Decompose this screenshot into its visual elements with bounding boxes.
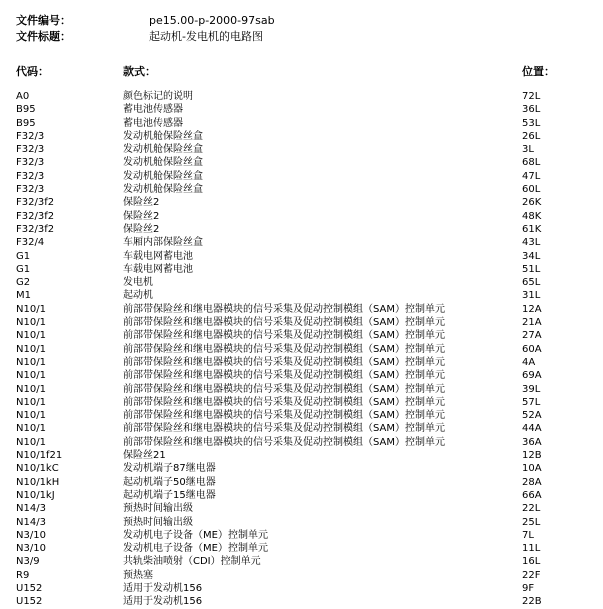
row-text: 颜色标记的说明 [123, 91, 193, 102]
table-row [0, 396, 603, 409]
row-code: B95 [16, 104, 36, 116]
table-row [0, 276, 603, 289]
row-position: 9F [522, 582, 535, 594]
row-code: N10/1 [16, 423, 46, 435]
table-row [0, 595, 603, 608]
row-text: 发动机舱保险丝盒 [123, 184, 203, 196]
row-code: N10/1 [16, 356, 46, 368]
table-row [0, 422, 603, 435]
row-position: 26K [522, 197, 542, 209]
row-code: N10/1f21 [16, 450, 63, 462]
row-position: 34L [522, 250, 541, 262]
table-row [0, 409, 603, 422]
table-row [0, 170, 603, 183]
row-position: 48K [522, 210, 542, 222]
row-code: N14/3 [16, 503, 46, 515]
row-text: 保险丝2 [123, 197, 160, 209]
row-position: 39L [522, 383, 541, 395]
row-text: 蓄电池传感器 [123, 117, 183, 129]
table-row [0, 343, 603, 356]
row-text: 保险丝2 [123, 210, 160, 222]
row-text: 前部带保险丝和继电器模块的信号采集及促动控制模组（SAM）控制单元 [123, 370, 446, 382]
row-code: F32/3 [16, 157, 45, 169]
table-row [0, 117, 603, 130]
row-position: 72L [522, 91, 541, 102]
row-code: R9 [16, 569, 30, 581]
row-text: 前部带保险丝和继电器模块的信号采集及促动控制模组（SAM）控制单元 [123, 303, 446, 315]
row-code: N10/1 [16, 343, 46, 355]
row-text: 蓄电池传感器 [123, 104, 183, 116]
table-row [0, 462, 603, 475]
row-code: N3/10 [16, 529, 46, 541]
row-position: 36L [522, 104, 541, 116]
table-row [0, 316, 603, 329]
table-row [0, 156, 603, 169]
row-position: 16L [522, 556, 541, 568]
row-text: 前部带保险丝和继电器模块的信号采集及促动控制模组（SAM）控制单元 [123, 356, 446, 368]
row-position: 26L [522, 130, 541, 142]
table-row [0, 516, 603, 529]
row-text: 发动机电子设备（ME）控制单元 [123, 543, 268, 555]
row-code: N10/1 [16, 370, 46, 382]
table-row [0, 103, 603, 116]
row-text: 前部带保险丝和继电器模块的信号采集及促动控制模组（SAM）控制单元 [123, 410, 446, 422]
row-text: 起动机端子15继电器 [123, 489, 216, 501]
table-row [0, 542, 603, 555]
table-row [0, 130, 603, 143]
row-code: G1 [16, 250, 31, 262]
row-code: U152 [16, 596, 43, 608]
document-title-value: 起动机-发电机的电路图 [149, 30, 263, 43]
row-text: 保险丝21 [123, 450, 166, 462]
row-position: 7L [522, 529, 534, 541]
row-position: 51L [522, 263, 541, 275]
row-position: 4A [522, 356, 536, 368]
row-position: 60A [522, 343, 542, 355]
row-code: U152 [16, 582, 43, 594]
row-position: 61K [522, 223, 542, 235]
row-code: N10/1 [16, 436, 46, 448]
row-text: 发动机舱保险丝盒 [123, 130, 203, 142]
row-code: N10/1kC [16, 463, 59, 475]
row-text: 发电机 [123, 277, 153, 289]
table-row [0, 555, 603, 568]
document-title-label: 文件标题： [16, 30, 71, 43]
row-code: F32/3 [16, 144, 45, 156]
row-text: 前部带保险丝和继电器模块的信号采集及促动控制模组（SAM）控制单元 [123, 423, 446, 435]
row-code: N10/1 [16, 303, 46, 315]
row-position: 69A [522, 370, 542, 382]
row-text: 前部带保险丝和继电器模块的信号采集及促动控制模组（SAM）控制单元 [123, 383, 446, 395]
table-row [0, 489, 603, 502]
row-code: N3/9 [16, 556, 40, 568]
table-row [0, 263, 603, 276]
row-position: 10A [522, 463, 542, 475]
header-position: 位置： [522, 65, 555, 78]
table-row [0, 569, 603, 582]
table-row [0, 183, 603, 196]
table-row [0, 476, 603, 489]
table-row [0, 449, 603, 462]
row-code: A0 [16, 91, 30, 102]
table-row [0, 436, 603, 449]
row-code: N10/1 [16, 383, 46, 395]
row-code: F32/3 [16, 130, 45, 142]
row-position: 22L [522, 503, 541, 515]
row-code: F32/3 [16, 184, 45, 196]
table-row [0, 329, 603, 342]
row-text: 车厢内部保险丝盒 [123, 237, 203, 249]
row-position: 43L [522, 237, 541, 249]
row-text: 适用于发动机156 [123, 582, 203, 594]
header-code: 代码： [16, 65, 49, 78]
row-text: 预热塞 [123, 569, 153, 581]
row-code: G1 [16, 263, 31, 275]
table-row [0, 90, 603, 103]
row-code: N10/1 [16, 396, 46, 408]
table-row [0, 582, 603, 595]
row-text: 发动机电子设备（ME）控制单元 [123, 529, 268, 541]
row-code: B95 [16, 117, 36, 129]
table-row [0, 250, 603, 263]
table-row [0, 303, 603, 316]
row-text: 发动机舱保险丝盒 [123, 170, 203, 182]
row-code: N10/1 [16, 330, 46, 342]
row-text: 前部带保险丝和继电器模块的信号采集及促动控制模组（SAM）控制单元 [123, 330, 446, 342]
row-text: 共轨柴油喷射（CDI）控制单元 [123, 556, 261, 568]
row-position: 22F [522, 569, 541, 581]
table-row [0, 236, 603, 249]
table-row [0, 529, 603, 542]
row-code: N10/1 [16, 317, 46, 329]
row-position: 65L [522, 277, 541, 289]
table-row [0, 223, 603, 236]
row-position: 27A [522, 330, 542, 342]
row-text: 前部带保险丝和继电器模块的信号采集及促动控制模组（SAM）控制单元 [123, 396, 446, 408]
row-text: 发动机舱保险丝盒 [123, 144, 203, 156]
row-code: N10/1 [16, 410, 46, 422]
row-position: 3L [522, 144, 534, 156]
table-row [0, 356, 603, 369]
document-number-value: pe15.00-p-2000-97sab [149, 14, 275, 27]
header-text: 款式： [123, 65, 156, 78]
row-position: 36A [522, 436, 542, 448]
row-text: 适用于发动机156 [123, 596, 203, 608]
document-number-label: 文件编号： [16, 14, 71, 27]
table-row [0, 369, 603, 382]
row-code: M1 [16, 290, 31, 302]
row-text: 保险丝2 [123, 223, 160, 235]
row-code: F32/3f2 [16, 210, 55, 222]
row-position: 12A [522, 303, 542, 315]
row-position: 11L [522, 543, 541, 555]
table-row [0, 196, 603, 209]
row-code: F32/3 [16, 170, 45, 182]
row-position: 60L [522, 184, 541, 196]
table-row [0, 383, 603, 396]
row-code: N10/1kJ [16, 489, 55, 501]
component-table [0, 90, 603, 609]
row-text: 前部带保险丝和继电器模块的信号采集及促动控制模组（SAM）控制单元 [123, 343, 446, 355]
row-position: 53L [522, 117, 541, 129]
row-text: 起动机 [123, 290, 153, 302]
row-position: 68L [522, 157, 541, 169]
row-text: 发动机舱保险丝盒 [123, 157, 203, 169]
table-row [0, 502, 603, 515]
row-position: 66A [522, 489, 542, 501]
row-code: N14/3 [16, 516, 46, 528]
row-text: 预热时间输出级 [123, 503, 193, 515]
row-code: F32/3f2 [16, 197, 55, 209]
row-position: 12B [522, 450, 542, 462]
table-row [0, 289, 603, 302]
row-position: 28A [522, 476, 542, 488]
row-position: 44A [522, 423, 542, 435]
row-code: F32/4 [16, 237, 45, 249]
table-row [0, 210, 603, 223]
row-code: N3/10 [16, 543, 46, 555]
row-position: 57L [522, 396, 541, 408]
row-text: 前部带保险丝和继电器模块的信号采集及促动控制模组（SAM）控制单元 [123, 436, 446, 448]
row-text: 发动机端子87继电器 [123, 463, 216, 475]
row-text: 车载电网蓄电池 [123, 263, 193, 275]
row-position: 21A [522, 317, 542, 329]
row-text: 起动机端子50继电器 [123, 476, 216, 488]
row-position: 22B [522, 596, 542, 608]
row-text: 车载电网蓄电池 [123, 250, 193, 262]
row-position: 52A [522, 410, 542, 422]
row-text: 预热时间输出级 [123, 516, 193, 528]
row-code: N10/1kH [16, 476, 60, 488]
row-code: G2 [16, 277, 31, 289]
table-row [0, 143, 603, 156]
row-position: 31L [522, 290, 541, 302]
row-position: 25L [522, 516, 541, 528]
row-text: 前部带保险丝和继电器模块的信号采集及促动控制模组（SAM）控制单元 [123, 317, 446, 329]
row-position: 47L [522, 170, 541, 182]
row-code: F32/3f2 [16, 223, 55, 235]
